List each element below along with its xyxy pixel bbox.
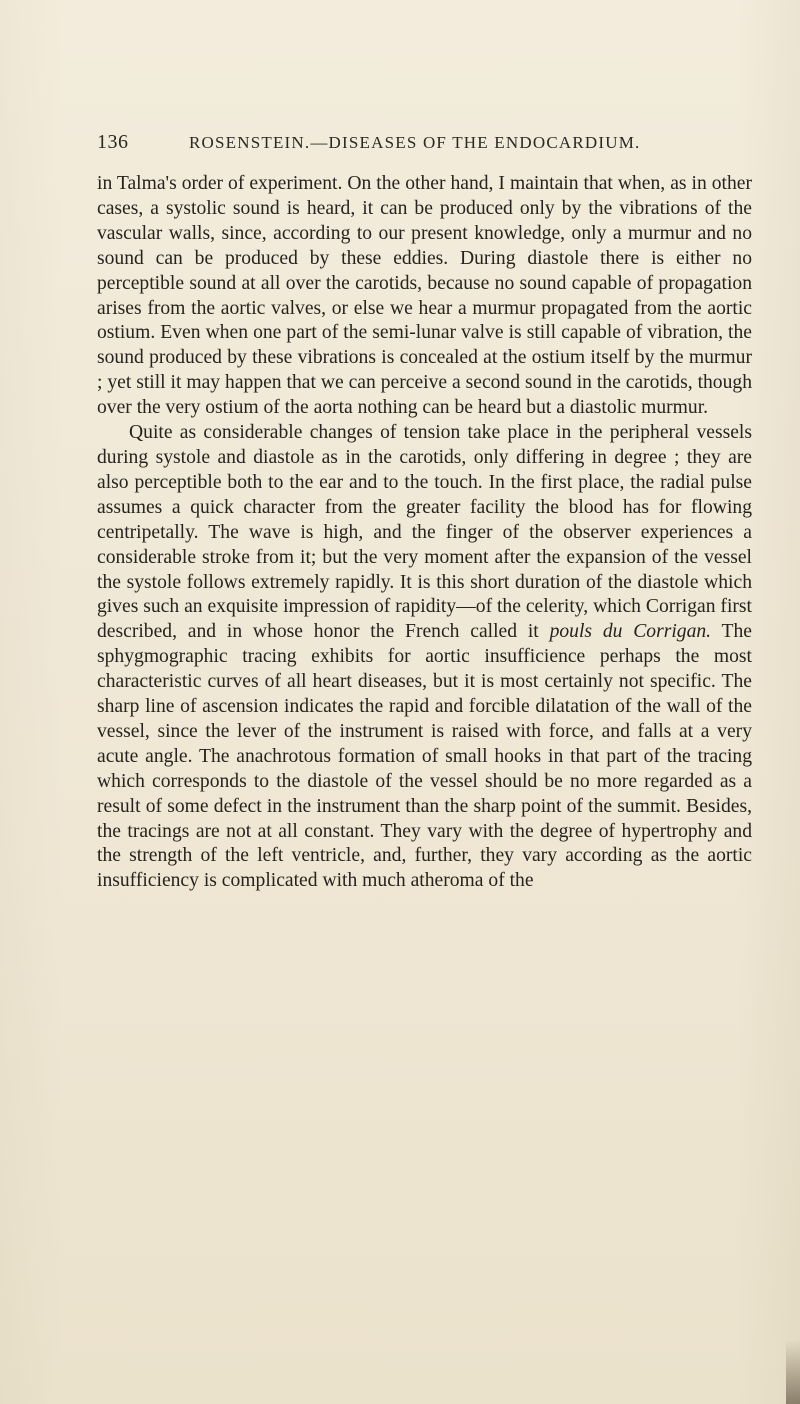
paragraph-2	[97, 421, 752, 894]
page-number: 136	[97, 131, 129, 153]
paragraph-2-part-2: The sphygmographic tracing exhibits for aortic insufficience perhaps the most characteristic curves of all heart diseases, but it is most certainly not specific. The sharp line of ascension indicates the rapid and forcible dilatation of the wall of the vessel, since the lever of the instrument is raised with force, and falls at a very acute angle. The anachrotous formation of small hooks in that part of the tracing which corresponds to the diastole of the vessel should be no more regarded as a result of some defect in the instrument than the sharp point of the summit. Besides, the tracings are not at all constant. They vary with the degree of hypertrophy and the strength of the left ventricle, and, further, they vary according as the aortic insufficiency is complicated with much atheroma of the	[97, 621, 752, 892]
running-head	[97, 131, 747, 154]
paragraph-1: in Talma's order of experiment. On the other hand, I maintain that when, as in other cases, a systolic sound is heard, it can be produced only by the vibrations of the vascular walls, since, according to our present knowledge, only a murmur and no sound can be produced by these eddies. During diastole there is either no perceptible sound at all over the carotids, because no sound capable of propagation arises from the aortic valves, or else we hear a murmur propagated from the aortic ostium. Even when one part of the semi-lunar valve is still capable of vibration, the sound produced by these vibrations is concealed at the ostium itself by the murmur ; yet still it may happen that we can perceive a second sound in the carotids, though over the very ostium of the aorta nothing can be heard but a diastolic murmur.	[97, 173, 752, 419]
running-head-title: ROSENSTEIN.—DISEASES OF THE ENDOCARDIUM.	[189, 133, 641, 152]
body-text	[97, 172, 752, 894]
page-edge-shadow	[786, 1340, 800, 1404]
italic-term: pouls du Corrigan.	[549, 621, 712, 643]
paragraph-2-part-1: Quite as considerable changes of tension take place in the peripheral vessels during systole and diastole as in the carotids, only differing in degree ; they are also perceptible both to the ear and to the touch. In the first place, the radial pulse assumes a quick character from the greater facility the blood has for flowing centripetally. The wave is high, and the finger of the observer experiences a considerable stroke from it; but the very moment after the expansion of the vessel the systole follows extremely rapidly. It is this short duration of the diastole which gives such an exquisite impression of rapidity—of the celerity, which Corrigan first described, and in whose honor the French called it	[97, 422, 752, 643]
